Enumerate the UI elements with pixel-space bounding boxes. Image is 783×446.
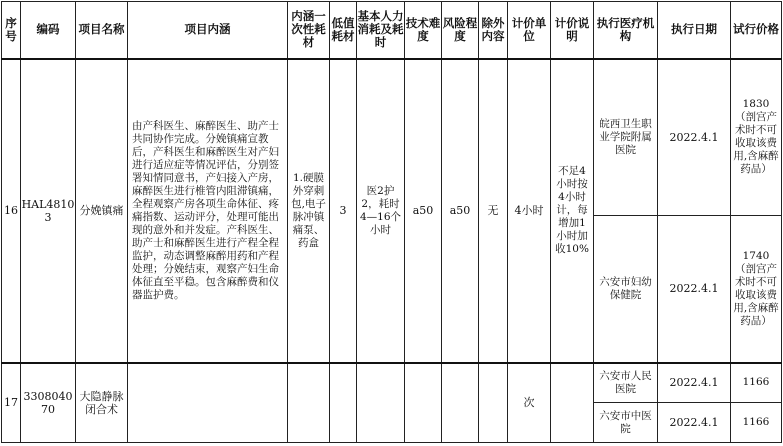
header-cell: 计价单位 <box>508 2 551 59</box>
name-cell: 分娩镇痛 <box>76 59 128 363</box>
risk-cell: a50 <box>442 59 479 363</box>
header-cell: 除外内容 <box>479 2 508 59</box>
unit-cell: 4小时 <box>508 59 551 363</box>
price-cell: 1166 <box>731 403 782 443</box>
header-cell: 项目内涵 <box>128 2 288 59</box>
pricing-table <box>1 1 782 443</box>
institution-cell: 六安市人民医院 <box>594 363 658 403</box>
unit-cell: 次 <box>508 363 551 443</box>
header-cell: 试行价格 <box>731 2 782 59</box>
institution-cell: 六安市中医院 <box>594 403 658 443</box>
institution-cell: 六安市妇幼保健院 <box>594 216 658 363</box>
low-value-cell: 3 <box>330 59 357 363</box>
price-cell: 1166 <box>731 363 782 403</box>
header-row <box>2 2 782 59</box>
name-cell: 大隐静脉闭合术 <box>76 363 128 443</box>
date-cell: 2022.4.1 <box>658 216 731 363</box>
table-row <box>2 59 782 216</box>
note-cell: 不足4小时按4小时计，每增加1小时加收10% <box>551 59 594 363</box>
header-cell: 风险程度 <box>442 2 479 59</box>
labor-cell <box>357 363 405 443</box>
labor-cell: 医2护2，耗时4—16个小时 <box>357 59 405 363</box>
note-cell <box>551 363 594 443</box>
content-cell <box>128 363 288 443</box>
seq-cell: 17 <box>2 363 21 443</box>
header-cell: 执行日期 <box>658 2 731 59</box>
difficulty-cell: a50 <box>405 59 442 363</box>
difficulty-cell <box>405 363 442 443</box>
header-cell: 技术难度 <box>405 2 442 59</box>
price-cell: 1830（剖宫产术时不可收取该费用,含麻醉药品） <box>731 59 782 216</box>
content-cell: 由产科医生、麻醉医生、助产士共同协作完成。分娩镇痛宣教后，产科医生和麻醉医生对产妇进行适应症等情况评估，分别签署知情同意书，产妇接入产房，麻醉医生进行椎管内阻滞镇痛，全程观察产房各项生命体征、疼痛指数、运动评分，处理可能出现的意外和并发症。产科医生、助产士和麻醉医生进行产程全程监护，动态调整麻醉用药和产程处理；分娩结束，观察产妇生命体征直至平稳。包含麻醉费和仪器监护费。 <box>128 59 288 363</box>
table-row <box>2 363 782 403</box>
risk-cell <box>442 363 479 443</box>
institution-cell: 皖西卫生职业学院附属医院 <box>594 59 658 216</box>
exclusion-cell: 无 <box>479 59 508 363</box>
price-cell: 1740（剖宫产术时不可收取该费用,含麻醉药品） <box>731 216 782 363</box>
header-cell: 内涵一次性耗材 <box>288 2 330 59</box>
disposable-cell: 1.硬膜外穿刺包,电子脉冲镇痛泵、药盒 <box>288 59 330 363</box>
date-cell: 2022.4.1 <box>658 59 731 216</box>
header-cell: 基本人力消耗及耗时 <box>357 2 405 59</box>
header-cell: 序号 <box>2 2 21 59</box>
header-cell: 编码 <box>21 2 76 59</box>
low-value-cell <box>330 363 357 443</box>
date-cell: 2022.4.1 <box>658 363 731 403</box>
header-cell: 执行医疗机构 <box>594 2 658 59</box>
code-cell: HAL48103 <box>21 59 76 363</box>
date-cell: 2022.4.1 <box>658 403 731 443</box>
code-cell: 330804070 <box>21 363 76 443</box>
header-cell: 项目名称 <box>76 2 128 59</box>
seq-cell: 16 <box>2 59 21 363</box>
header-cell: 计价说明 <box>551 2 594 59</box>
disposable-cell <box>288 363 330 443</box>
header-cell: 低值耗材 <box>330 2 357 59</box>
exclusion-cell <box>479 363 508 443</box>
